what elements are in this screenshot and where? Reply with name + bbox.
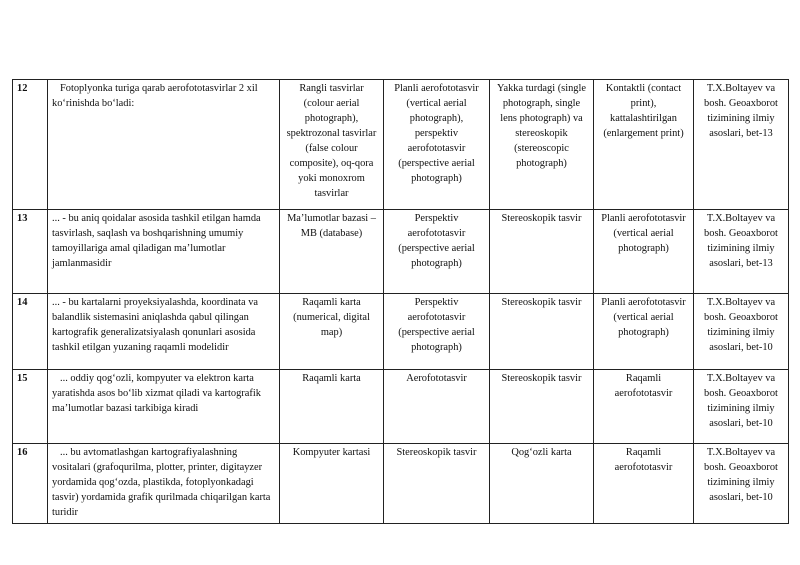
table-row bbox=[13, 80, 789, 210]
question-text: ... - bu kartalarni proyeksiyalashda, koordinata va balandlik sistemasini aniqlashda qabul qilingan kartografik generalizatsiyalash qonunlari asosida tashkil etilgan yuzaning raqamli modelidir bbox=[48, 294, 280, 370]
question-text: Fotoplyonka turiga qarab aerofototasvirlar 2 xil koʻrinishda boʻladi: bbox=[48, 80, 280, 210]
question-table bbox=[12, 79, 789, 524]
answer-b: Perspektiv aerofototasvir (perspective aerial photograph) bbox=[384, 294, 490, 370]
answer-c: Stereoskopik tasvir bbox=[490, 370, 594, 444]
question-number: 12 bbox=[13, 80, 48, 210]
answer-b: Planli aerofototasvir (vertical aerial photograph), perspektiv aerofototasvir (perspective aerial photograph) bbox=[384, 80, 490, 210]
source-reference: T.X.Boltayev va bosh. Geoaxborot tizimining ilmiy asoslari, bet-13 bbox=[694, 80, 789, 210]
answer-d: Raqamli aerofototasvir bbox=[594, 370, 694, 444]
answer-d: Raqamli aerofototasvir bbox=[594, 444, 694, 524]
answer-d: Planli aerofototasvir (vertical aerial photograph) bbox=[594, 210, 694, 294]
question-text: ... - bu aniq qoidalar asosida tashkil etilgan hamda tasvirlash, saqlash va boshqarishning umumiy tamoyillariga amal qiladigan maʼlumotlar jamlanmasidir bbox=[48, 210, 280, 294]
question-number: 13 bbox=[13, 210, 48, 294]
answer-c: Qogʻozli karta bbox=[490, 444, 594, 524]
source-reference: T.X.Boltayev va bosh. Geoaxborot tizimining ilmiy asoslari, bet-13 bbox=[694, 210, 789, 294]
answer-d: Kontaktli (contact print), kattalashtirilgan (enlargement print) bbox=[594, 80, 694, 210]
source-reference: T.X.Boltayev va bosh. Geoaxborot tizimining ilmiy asoslari, bet-10 bbox=[694, 444, 789, 524]
answer-a: Kompyuter kartasi bbox=[280, 444, 384, 524]
answer-b: Stereoskopik tasvir bbox=[384, 444, 490, 524]
table-row bbox=[13, 210, 789, 294]
question-number: 14 bbox=[13, 294, 48, 370]
answer-a: Rangli tasvirlar (colour aerial photograph), spektrozonal tasvirlar (false colour composite), oq-qora yoki monoxrom tasvirlar bbox=[280, 80, 384, 210]
answer-d: Planli aerofototasvir (vertical aerial photograph) bbox=[594, 294, 694, 370]
question-text: ... bu avtomatlashgan kartografiyalashning vositalari (grafoqurilma, plotter, printer, digitayzer yordamida qogʻozda, plastikda, fotoplyonkadagi tasvir) yordamida grafik qurilmada chiqarilgan karta turidir bbox=[48, 444, 280, 524]
source-reference: T.X.Boltayev va bosh. Geoaxborot tizimining ilmiy asoslari, bet-10 bbox=[694, 294, 789, 370]
table-row bbox=[13, 444, 789, 524]
question-number: 16 bbox=[13, 444, 48, 524]
source-reference: T.X.Boltayev va bosh. Geoaxborot tizimining ilmiy asoslari, bet-10 bbox=[694, 370, 789, 444]
answer-a: Raqamli karta bbox=[280, 370, 384, 444]
answer-a: Raqamli karta (numerical, digital map) bbox=[280, 294, 384, 370]
table-row bbox=[13, 370, 789, 444]
question-text: ... oddiy qogʻozli, kompyuter va elektron karta yaratishda asos boʻlib xizmat qiladi va kartografik maʼlumotlar bazasi tarkibiga kiradi bbox=[48, 370, 280, 444]
answer-a: Maʼlumotlar bazasi – MB (database) bbox=[280, 210, 384, 294]
answer-c: Stereoskopik tasvir bbox=[490, 294, 594, 370]
table-row bbox=[13, 294, 789, 370]
answer-c: Stereoskopik tasvir bbox=[490, 210, 594, 294]
answer-c: Yakka turdagi (single photograph, single lens photograph) va stereoskopik (stereoscopic photograph) bbox=[490, 80, 594, 210]
answer-b: Aerofototasvir bbox=[384, 370, 490, 444]
answer-b: Perspektiv aerofototasvir (perspective aerial photograph) bbox=[384, 210, 490, 294]
question-number: 15 bbox=[13, 370, 48, 444]
